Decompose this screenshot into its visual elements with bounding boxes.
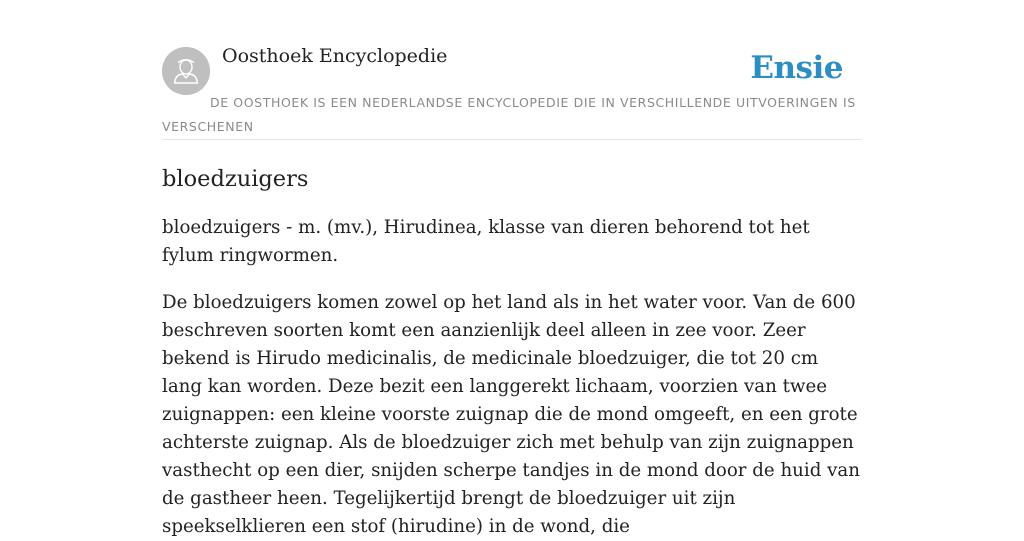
article <box>162 160 862 541</box>
source-header <box>162 0 862 140</box>
article-definition: bloedzuigers - m. (mv.), Hirudinea, klasse van dieren behorend tot het fylum ringwormen. <box>162 217 810 266</box>
source-name-link[interactable]: Oosthoek Encyclopedie <box>222 45 448 67</box>
article-title: bloedzuigers <box>162 166 309 192</box>
ensie-logo[interactable]: Ensie <box>750 50 843 86</box>
user-avatar-icon[interactable] <box>162 47 210 95</box>
article-body-paragraph: De bloedzuigers komen zowel op het land als in het water voor. Van de 600 beschreven soorten komt een aanzienlijk deel alleen in zee voor. Zeer bekend is Hirudo medicinalis, de medicinale bloedzuiger, die tot 20 cm lang kan worden. Deze bezit een langgerekt lichaam, voorzien van twee zuignappen: een kleine voorste zuignap die de mond omgeeft, en een grote achterste zuignap. Als de bloedzuiger zich met behulp van zijn zuignappen vasthecht op een dier, snijden scherpe tandjes in de mond door de huid van de gastheer heen. Tegelijkertijd brengt de bloedzuiger uit zijn speekselklieren een stof (hirudine) in de wond, die <box>162 292 860 537</box>
source-description: DE OOSTHOEK IS EEN NEDERLANDSE ENCYCLOPEDIE DIE IN VERSCHILLENDE UITVOERINGEN IS VERSCHENEN <box>162 95 856 134</box>
